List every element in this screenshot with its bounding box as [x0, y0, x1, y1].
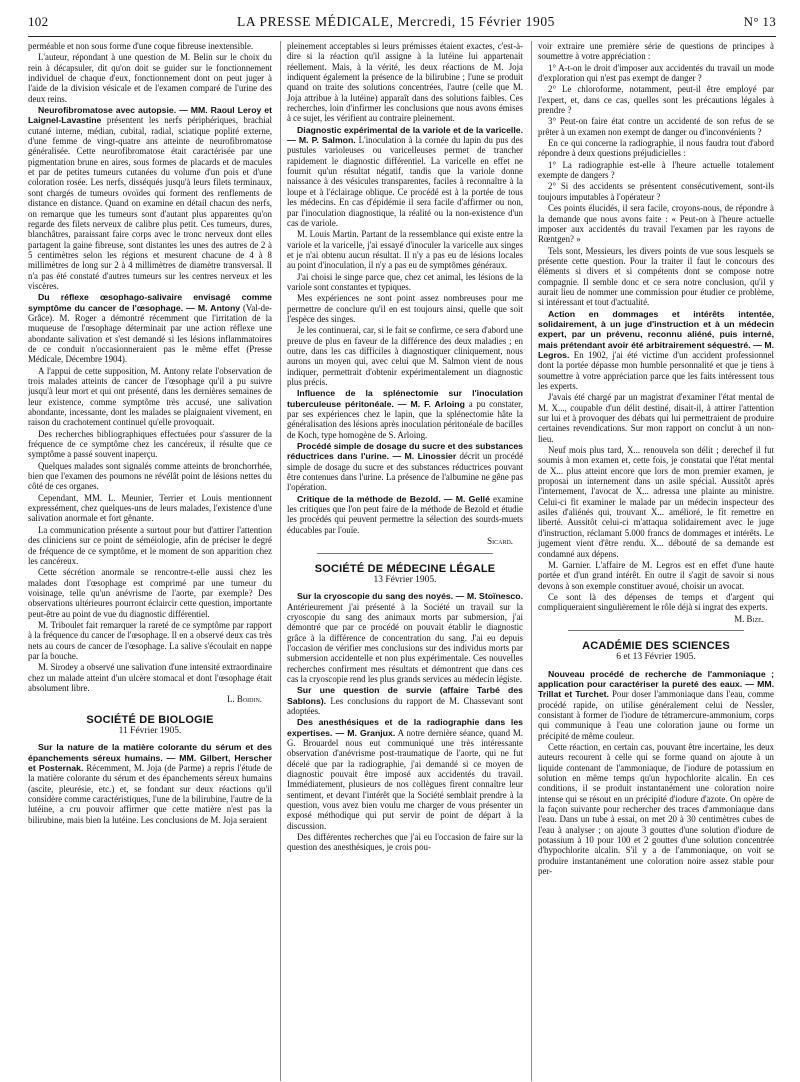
paragraph: Cette sécrétion anormale se rencontre-t-elle aussi chez les malades dont l'œsophage est comprimé par une tumeur du voisinage, telle qu'un anévrisme de l'aorte, par exemple? Des observations ultérieures pourront éclaircir cette question, importante peut-être au point de vue du diagnostic différentiel. [28, 567, 272, 619]
section-title: SOCIÉTÉ DE BIOLOGIE [86, 713, 214, 726]
article-heading: Action en dommages et intérêts intentée, solidairement, à un juge d'instruction et à un médecin expert, par un prévenu, reconnu aliéné, puis interné, mais prétendant avoir été arbitrairement séquestré. — M. Legros. [538, 308, 774, 360]
author-signature: L. Boidin. [227, 694, 262, 705]
author-signature: M. Bize. [734, 613, 764, 624]
paragraph: M. Triboulet fait remarquer la rareté de ce symptôme par rapport à la fréquence du cancer de l'œsophage. Il en a observé deux cas très nets au cours de cancer de l'œsophage. La salive s'écoulait en nappe par la bouche. [28, 619, 272, 661]
column-2 [280, 41, 523, 1081]
paragraph: Influence de la splénectomie sur l'inoculation tuberculeuse péritonéale. — M. F. Arloing a pu constater, par ses expériences chez le lapin, que la splénectomie hâte la généralisation des lésions après inoculation péritonéale de bacilles de Koch, type homogène de S. Arloing. [287, 388, 523, 440]
paragraph: 2° Si des accidents se présentent consécutivement, sont-ils toujours imputables à l'opérateur ? [538, 181, 774, 202]
article-heading: Procédé simple de dosage du sucre et des substances réductrices dans l'urine. — M. Linossier [287, 441, 523, 462]
paragraph: La communication présente a surtout pour but d'attirer l'attention des cliniciens sur ce point de séméiologie, afin de préciser le degré de fréquence de ce symptôme, et le moment de son apparition chez les cancéreux. [28, 524, 272, 566]
article-heading: Nouveau procédé de recherche de l'ammoniaque ; application pour caractériser la pureté des eaux. — MM. Trillat et Turchet. [538, 668, 774, 700]
paragraph: Des recherches bibliographiques effectuées pour s'assurer de la fréquence de ce symptôme chez les cancéreux, il résulte que ce symptôme a passé souvent inaperçu. [28, 428, 272, 460]
article-heading: Critique de la méthode de Bezold. — M. Gellé [297, 493, 490, 504]
paragraph: Critique de la méthode de Bezold. — M. Gellé examine les critiques que l'on peut faire de la méthode de Bezold et étudie les procédés qui peuvent permettre la sélection des sourds-muets éducables par l'ouïe. [287, 493, 523, 535]
paragraph: Neuf mois plus tard, X... renouvela son délit ; derechef il fut soumis à mon examen et, cette fois, je constatai que l'état mental de X... plus atteint encore que lors de mon premier examen, je proposai un internement dans un asile spécial. Aussitôt après l'internement, l'avocat de X... adressa une plainte au ministre. Celui-ci fit examiner le malade par un médecin inspecteur des asiles d'aliénés qui, trouvant X... amélioré, le fit remettre en liberté. Aussitôt celui-ci m'attaqua solidairement avec le juge d'instruction, réclamant 5.000 francs de dommages et intérêts. Le jugement vient d'être rendu. X... débouté de sa demande est condamné aux dépens. [538, 445, 774, 559]
page-number: 102 [28, 14, 49, 29]
article-heading: Influence de la splénectomie sur l'inoculation tuberculeuse péritonéale. — M. F. Arloing [287, 388, 523, 409]
paragraph: perméable et non sous forme d'une coque fibreuse inextensible. [28, 41, 254, 51]
paragraph: 1° La radiographie est-elle à l'heure actuelle totalement exempte de dangers ? [538, 159, 774, 181]
paragraph: M. Garnier. L'affaire de M. Legros est en effet d'une haute portée et d'un grand intérêt. En outre il s'agit de savoir si nous devons à son exemple constituer avoué, choisir un avocat. [538, 559, 774, 591]
section-date: 11 Février 1905. [118, 726, 182, 736]
paragraph: Sur la nature de la matière colorante du sérum et des épanchements séreux humains. — MM. Gilbert, Herscher et Posternak. Récemment, M. Joja (de Parme) a repris l'étude de la matière colorante du sérum et des épanchements séreux humains (ascite, pleurésie, etc.) et, se fondant sur deux réactions qu'il considère comme caractéristiques, l'une de la bilirubine, l'autre de la lutéine, a cru pouvoir affirmer que cette matière n'est pas la bilirubine, mais bien la lutéine. Les conclusions de M. Joja seraient [28, 742, 272, 825]
article-heading: Sur une question de survie (affaire Tarbé des Sablons). [287, 685, 523, 706]
paragraph: Je les continuerai, car, si le fait se confirme, ce sera d'abord une preuve de plus en faveur de la différence des deux maladies ; en outre, dans les cas difficiles à diagnostiquer cliniquement, nous aurons un moyen qui, avec celui que M. Salmon vient de nous indiquer, permettrait d'obtenir expérimentalement un diagnostic plus précis. [287, 325, 523, 387]
columns [28, 41, 776, 1081]
paragraph: Tels sont, Messieurs, les divers points de vue sous lesquels se présente cette question. Pour la traiter il faut le concours des éléments si divers et si compétents dont se compose notre compagnie. Il semble donc et ce sera notre conclusion, qu'il y aurait lieu de nommer une commission pour étudier ce problème, si intéressant et tout d'actualité. [538, 245, 774, 308]
paragraph: pleinement acceptables si leurs prémisses étaient exactes, c'est-à-dire si la réaction qu'il assigne à la lutéine lui appartenait réellement. Mais, à la vérité, les deux réactions de M. Joja indiquent également la présence de la bilirubine ; l'une se produit quand on traite des solutions concentrées, l'autre (celle que M. Joja attribue à la lutéine) apparaît dans des solutions faibles. Ces recherches, loin d'infirmer les conclusions que nous avons émises à ce sujet, les vérifient au contraire pleinement. [287, 41, 523, 124]
paragraph: Cependant, MM. L. Meunier, Terrier et Louis mentionnent expressément, chez quelques-uns de leurs malades, l'existence d'une salivation anormale et fort gênante. [28, 492, 272, 524]
column-3 [531, 41, 774, 1081]
article-heading: Neurofibromatose avec autopsie. — MM. Raoul Leroy et Laignel-Lavastine [28, 105, 272, 126]
paragraph: 1° A-t-on le droit d'imposer aux accidentés du travail un mode d'exploration qui n'est pas exempt de danger ? [538, 62, 774, 84]
section-title: ACADÉMIE DES SCIENCES [582, 639, 730, 652]
paragraph: Ces points élucidés, il sera facile, croyons-nous, de répondre à la demande que nous avons faite : « Peut-on à l'heure actuelle imposer aux accidentés du travail l'examen par les rayons de Rœntgen? » [538, 203, 774, 245]
article-heading: Diagnostic expérimental de la variole et de la varicelle. — M. P. Salmon. [287, 124, 523, 146]
article-heading: Du réflexe œsophago-salivaire envisagé comme symptôme du cancer de l'œsophage. — M. Antony [28, 292, 272, 313]
paragraph: J'ai choisi le singe parce que, chez cet animal, les lésions de la variole sont constantes et typiques. [287, 271, 523, 292]
column-1 [28, 41, 272, 1081]
paragraph: 2° Le chloroforme, notamment, peut-il être employé par l'expert, et, dans ce cas, quelles sont les précautions légales à prendre ? [538, 84, 774, 116]
paragraph: 3° Peut-on faire état contre un accidenté de son refus de se prêter à un examen non exempt de danger ou d'inconvénients ? [538, 116, 774, 137]
section-date: 13 Février 1905. [373, 574, 437, 585]
paragraph: Diagnostic expérimental de la variole et de la varicelle. — M. P. Salmon. L'inoculation à la cornée du lapin du pus des pustules varioleuses ou varicelleuses permet de trancher rapidement le diagnostic différentiel. La varicelle en effet ne fournit qu'un résultat négatif, tandis que la variole donne naissance à des vésicules transparentes, faciles à reconnaître à la loupe et à l'éclairage oblique. Ce procédé est à la portée de tous les médecins. En cas d'épidémie il sera facile d'affirmer ou non, par l'inoculation diagnostique, la réalité ou la non-existence d'un cas de variole. [287, 124, 523, 228]
paragraph: M. Louis Martin. Partant de la ressemblance qui existe entre la variole et la varicelle, j'ai essayé d'inoculer la varicelle aux singes et je n'ai obtenu aucun résultat. Il n'y a pas eu de lésions locales au point d'inoculation, il n'y a pas eu de symptômes généraux. [287, 229, 523, 271]
paragraph: A l'appui de cette supposition, M. Antony relate l'observation de trois malades atteints de cancer de l'œsophage qu'il a pu suivre jusqu'à leur mort et qui ont présenté, dans les dernières semaines de leur existence, comme symptôme très accusé, une salivation abondante, incessante, dont les malades se plaignaient vivement, en raison du crachotement continuel qu'elle provoquait. [28, 365, 272, 428]
author-signature: Sicard. [487, 536, 513, 547]
paragraph: Neurofibromatose avec autopsie. — MM. Raoul Leroy et Laignel-Lavastine présentent les nerfs périphériques, brachial cutané interne, médian, cubital, radial, sciatique poplité externe, d'une femme de vingt-quatre ans atteinte de neurofibromatose généralisée. Cette neurofibromatose était caractérisée par une pigmentation brune en aires, sous formes de placards et de macules et par de petites tumeurs cutanées du volume d'un pois et d'une coloration rosée. Les nerfs, disséqués jusqu'à leurs filets terminaux, sont chargés de tumeurs ovoïdes qui forment des renflements de distance en distance. Quand on examine en détail chacun des nerfs, on remarque que les tumeurs sont d'autant plus apparentes qu'on regarde des filets nerveux de calibre plus petit. Ces tumeurs, dures, blanchâtres, paraissant faire corps avec le tronc nerveux dont elles partagent la gaine fibreuse, sont distantes les unes des autres de 2 à 5 centimètres selon les régions et mesurent chacune de 4 à 8 millimètres de long sur 2 à 4 millimètres de diamètre transversal. Il n'a pas été constaté d'autres tumeurs sur les centres nerveux et les viscères. [28, 105, 272, 291]
paragraph: Quelques malades sont signalés comme atteints de bronchorrhée, bien que l'examen des poumons ne révélât point de lésions nettes du côté de ces organes. [28, 460, 272, 492]
journal-title: LA PRESSE MÉDICALE, Mercredi, 15 Février 1905 [237, 14, 556, 29]
section-date: 6 et 13 Février 1905. [616, 652, 696, 663]
article-heading: Des anesthésiques et de la radiographie dans les expertises. — M. Granjux. [287, 717, 523, 738]
paragraph: Cette réaction, en certain cas, pouvant être incertaine, les deux auteurs recourent à celle qui se forme quand on ajoute à un liquide contenant de l'ammoniaque, de l'iodure de potassium en solution en même temps qu'un hypochlorite alcalin. En ces conditions, il se produit instantanément une coloration noire intense qui se résout en un précipité d'iodure d'azote. On opère de la façon suivante pour rechercher des traces d'ammoniaque dans l'eau. Dans un tube à essai, on met 20 à 30 centimètres cubes de l'eau à analyser ; on ajoute 3 gouttes d'une solution d'iodure de potassium à 10 pour 100 et 2 gouttes d'une solution concentrée d'hypochlorite alcalin. S'il y a de l'ammoniaque, on voit se produire instantanément une coloration noire assez stable pour per- [538, 742, 774, 877]
issue-number: N° 13 [743, 14, 776, 29]
running-header [28, 14, 776, 37]
paragraph: Sur une question de survie (affaire Tarbé des Sablons). Les conclusions du rapport de M. Chassevant sont adoptées. [287, 685, 523, 716]
paragraph: Sur la cryoscopie du sang des noyés. — M. Stoïnesco. Antérieurement j'ai présenté à la Société un travail sur la cryoscopie du sang des animaux morts par submersion, j'ai démontré que par ce procédé on pouvait établir le diagnostic grâce à la différence de concentration du sang. J'ai eu depuis l'occasion de vérifier mes conclusions sur des individus morts par submersion accidentelle et non plus expérimentale. Ces nouvelles recherches confirment mes résultats et démontrent que dans ces cas la cryoscopie rend les plus grands services au médecin légiste. [287, 591, 523, 684]
paragraph: Mes expériences ne sont point assez nombreuses pour me permettre de conclure qu'il en est toujours ainsi, quelle que soit l'espèce des singes. [287, 293, 523, 324]
paragraph: M. Sirodey a observé une salivation d'une intensité extraordinaire chez un malade atteint d'un ulcère stomacal et dont l'œsophage était absolument libre. [28, 662, 272, 693]
paragraph: Procédé simple de dosage du sucre et des substances réductrices dans l'urine. — M. Linossier décrit un procédé simple de dosage du sucre et des substances réductrices pouvant être contenues dans l'urine. La présence de l'albumine ne gêne pas l'opération. [287, 441, 523, 493]
divider [568, 630, 744, 631]
paragraph: En ce qui concerne la radiographie, il nous faudra tout d'abord répondre à deux questions préjudicielles : [538, 138, 774, 159]
paragraph: Nouveau procédé de recherche de l'ammoniaque ; application pour caractériser la pureté des eaux. — MM. Trillat et Turchet. Pour doser l'ammoniaque dans l'eau, comme procédé rapide, on utilise généralement celui de Nessler, consistant à former de l'iodure de tétramercure-ammonium, corps qui communique à l'eau une coloration jaune ou forme un précipité de même couleur. [538, 668, 774, 741]
divider [317, 553, 493, 554]
article-heading: Sur la cryoscopie du sang des noyés. — M. Stoïnesco. [297, 591, 523, 602]
section-title: SOCIÉTÉ DE MÉDECINE LÉGALE [314, 562, 496, 575]
article-heading: Sur la nature de la matière colorante du sérum et des épanchements séreux humains. — MM. Gilbert, Herscher et Posternak. [28, 742, 272, 774]
paragraph: Action en dommages et intérêts intentée, solidairement, à un juge d'instruction et à un médecin expert, par un prévenu, reconnu aliéné, puis interné, mais prétendant avoir été arbitrairement séquestré. — M. Legros. En 1902, j'ai été victime d'un accident professionnel dont la portée dépasse mon humble personnalité et que je tiens à soumettre à votre appréciation parce que les faits intéressent tous les experts. [538, 308, 774, 391]
newspaper-page [28, 14, 776, 1081]
paragraph: Du réflexe œsophago-salivaire envisagé comme symptôme du cancer de l'œsophage. — M. Antony (Val-de-Grâce). M. Roger a démontré récemment que l'irritation de la muqueuse de l'œsophage déterminait par une action réflexe une abondante salivation et s'est demandé si les lésions inflammatoires de ce conduit n'occasionneraient pas le même effet (Presse Médicale, Décembre 1904). [28, 292, 272, 365]
paragraph: voir extraire une première série de questions de principes à soumettre à votre appréciation : [538, 41, 774, 62]
paragraph: J'avais été chargé par un magistrat d'examiner l'état mental de M. X..., coupable d'un délit destiné, disait-il, à attirer l'attention sur lui et à provoquer des débats qui lui permettraient de produire certaines revendications. Sur mon rapport on conclut à un non-lieu. [538, 392, 774, 444]
paragraph: Des anesthésiques et de la radiographie dans les expertises. — M. Granjux. A notre dernière séance, quand M. G. Brouardel nous eut communiqué une très intéressante observation d'anévrisme post-traumatique de l'aorte, qui ne fut décelé que par la radiographie, j'ai demandé si ce moyen de diagnostic pouvait être imposé aux accidentés du travail. Immédiatement, plusieurs de nos collègues firent connaître leur sentiment, et devant l'intérêt que la Société semblait prendre à la question, vous avez bien voulu me charger de vous présenter un exposé méthodique qui put servir de point de départ à la discussion. [287, 717, 523, 831]
paragraph: Des différentes recherches que j'ai eu l'occasion de faire sur la question des anesthésiques, je crois pou- [287, 832, 523, 853]
paragraph: Ce sont là des dépenses de temps et d'argent qui compliqueraient singulièrement le rôle déjà si ingrat des experts. [538, 591, 774, 613]
paragraph: L'auteur, répondant à une question de M. Belin sur le choix du rein à décapsuler, dit qu'on doit se guider sur le fonctionnement individuel de chaque d'eux, fonctionnement dont on peut juger à l'aide de la division vésicale et de l'examen comparé de l'urine des deux reins. [28, 52, 272, 104]
